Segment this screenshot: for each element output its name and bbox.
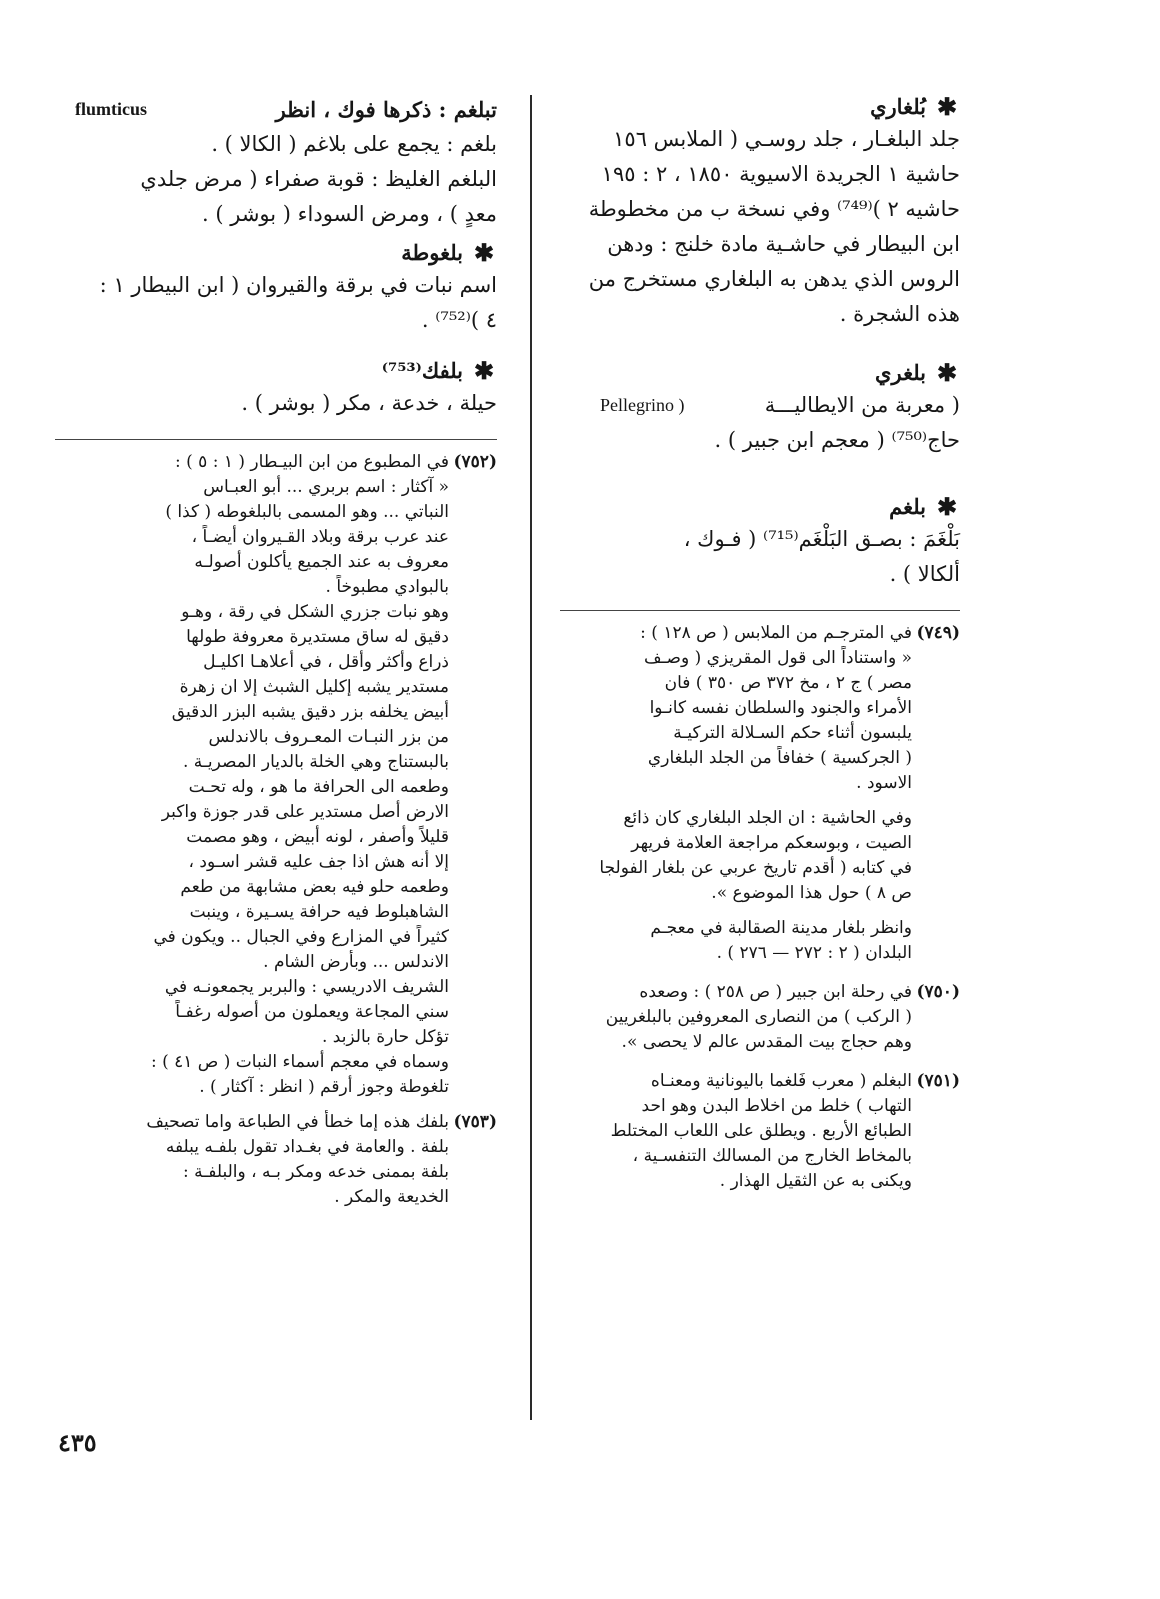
footnote-number: (٧٤٩) xyxy=(916,623,960,643)
entry-headword: بلغم xyxy=(889,494,926,519)
entry-headword: بُلغاري xyxy=(870,94,926,119)
footnote-number: (٧٥١) xyxy=(916,1071,960,1091)
asterisk-icon: ✱ xyxy=(936,358,958,387)
entry-headword: بلغوطة xyxy=(401,240,463,265)
footnote-number: (٧٥٠) xyxy=(916,982,960,1002)
column-divider xyxy=(530,95,532,1420)
entry-balgham xyxy=(560,492,960,592)
entry-headword: بلفك⁽⁷⁵³⁾ xyxy=(381,358,463,383)
footnote-752: (٧٥٢) في المطبوع من ابن البيـطار ( ١ : ٥ ) : « آكثار : اسم بربري ... أبو العبـاس النباتي ... وهو المسمى بالبلغوطه ( كذا ) عند عرب برقة وبلاد القـيروان أيضـاً ، معروف به عند الجميع يأكلون أصولـه بالبوادي مطبوخاً . وهو نبات جزري الشكل في رقة ، وهـو دقيق له ساق مستديرة معروفة طولها ذراع وأكثر وأقل ، في أعلاهـا اكليـل مستدير يشبه إكليل الشبث إلا ان زهرة أبيض يخلفه بزر دقيق يشبه البزر الدقيق من بزر النبـات المعـروف بالاندلس بالبستناج وهي الخلة بالديار المصريـة . وطعمه الى الحرافة ما هو ، وله تحـت الارض أصل مستدير على قدر جوزة واكبر قليلاً وأصفر ، لونه أبيض ، وهو مصمت إلا أنه هش اذا جف عليه قشر اسـود ، وطعمه حلو فيه بعض مشابهة من طعم الشاهبلوط فيه حرافة يسـيرة ، وينبت كثيراً في المزارع وفي الجبال .. ويكون في الاندلس ... وبأرض الشام . الشريف الادريسي : والبربر يجمعونـه في سني المجاعة ويعملون من أصوله رغفـاً تؤكل حارة بالزبد . وسماه في معجم أسماء النبات ( ص ٤١ ) : تلغوطة وجوز أرقم ( انظر : آكثار ) . xyxy=(55,450,497,1100)
entry-balghuta xyxy=(55,238,497,338)
entry-continuation: تبلغم : ذكرها فوك ، انظر flumticus بلغم : يجمع على بلاغم ( الكالا ) . البلغم الغليظ : قوبة صفراء ( مرض جلدي معدٍ ) ، ومرض السوداء ( بوشر ) . xyxy=(75,97,497,226)
entry-definition: ( معربة من الايطاليـــة Pellegrino ) حاج⁽⁷⁵⁰⁾ ( معجم ابن جبير ) . xyxy=(600,393,960,452)
page-number: ٤٣٥ xyxy=(58,1428,97,1457)
entry-definition: حيلة ، خدعة ، مكر ( بوشر ) . xyxy=(241,391,497,415)
asterisk-icon: ✱ xyxy=(473,356,495,385)
footnote-753: (٧٥٣) بلفك هذه إما خطأ في الطباعة واما تصحيف بلفة . والعامة في بغـداد تقول بلفـه يبلفه بلفة بممنى خدعه ومكر بـه ، والبلفـة : الخديعة والمكر . xyxy=(55,1110,497,1210)
footnote-750: (٧٥٠) في رحلة ابن جبير ( ص ٢٥٨ ) : وصعده ( الركب ) من النصارى المعروفين بالبلغريين وهم حجاج بيت المقدس عالم لا يحصى ». xyxy=(560,980,960,1055)
footnote-749: (٧٤٩) في المترجـم من الملابس ( ص ١٢٨ ) : « واستناداً الى قول المقريزي ( وصـف مصر ) ج ٢ ، مخ ٣٧٢ ص ٣٥٠ ) فان الأمراء والجنود والسلطان نفسه كانـوا يلبسون أثناء حكم السـلالة التركيـة ( الجركسية ) خفافاً من الجلد البلغاري الاسود . وفي الحاشية : ان الجلد البلغاري كان ذائع الصيت ، وبوسعكم مراجعة العلامة فريهر في كتابه ( أقدم تاريخ عربي عن بلغار الفولجا ص ٨ ) حول هذا الموضوع ». وانظر بلغار مدينة الصقالبة في معجـم البلدان ( ٢ : ٢٧٢ — ٢٧٦ ) . xyxy=(560,621,960,966)
footnote-number: (٧٥٢) xyxy=(453,452,497,472)
right-column xyxy=(560,92,960,1204)
entry-balfak xyxy=(55,356,497,421)
entry-definition: بَلْغَمَ : بصـق البَلْغَم⁽⁷¹⁵⁾ ( فـوك ، ألكالا ) . xyxy=(683,527,960,586)
entry-bulghari-2 xyxy=(560,358,960,458)
footnote-number: (٧٥٣) xyxy=(453,1112,497,1132)
asterisk-icon: ✱ xyxy=(473,238,495,267)
entry-definition: اسم نبات في برقة والقيروان ( ابن البيطار ١ : ٤ )⁽⁷⁵²⁾ . xyxy=(99,273,497,332)
footnote-divider xyxy=(55,439,497,440)
footnote-751: (٧٥١) البغلم ( معرب فَلغما باليونانية ومعنـاه التهاب ) خلط من اخلاط البدن وهو احد الطبائع الأربع . ويطلق على اللعاب المختلط بالمخاط الخارج من المسالك التنفسـية ، ويكنى به عن الثقيل الهذار . xyxy=(560,1069,960,1194)
left-column xyxy=(55,92,497,1220)
entry-bulghari xyxy=(560,92,960,332)
asterisk-icon: ✱ xyxy=(936,92,958,121)
entry-headword: بلغري xyxy=(875,360,926,385)
entry-definition: جلد البلغـار ، جلد روسـي ( الملابس ١٥٦ حاشية ١ الجريدة الاسيوية ١٨٥٠ ، ٢ : ١٩٥ حاشيه ٢ )⁽⁷⁴⁹⁾ وفي نسخة ب من مخطوطة ابن البيطار في حاشـية مادة خلنج : ودهن الروس الذي يدهن به البلغاري مستخرج من هذه الشجرة . xyxy=(588,127,960,326)
asterisk-icon: ✱ xyxy=(936,492,958,521)
footnote-divider xyxy=(560,610,960,611)
